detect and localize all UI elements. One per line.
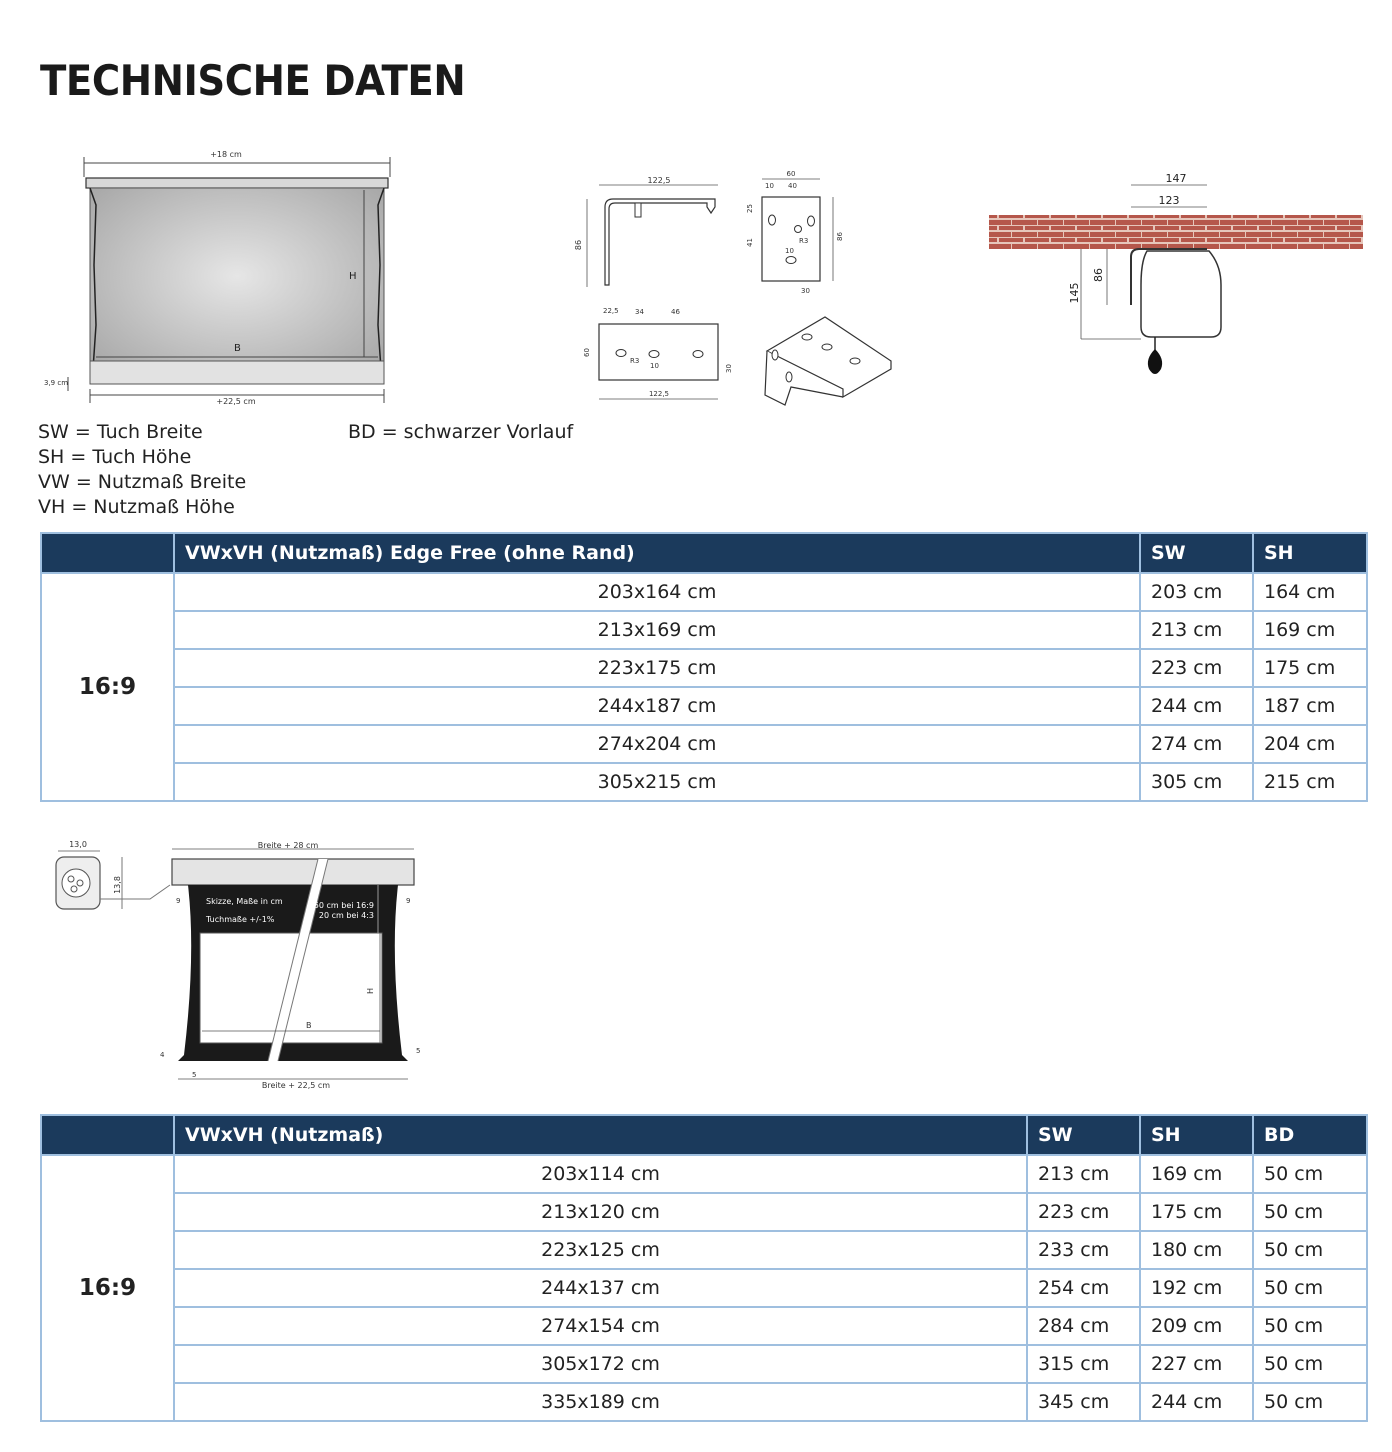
bd-cell: 50 cm — [1253, 1193, 1367, 1231]
sh-cell: 209 cm — [1140, 1307, 1253, 1345]
ratio-cell: 16:9 — [41, 1155, 174, 1421]
size-cell: 274x204 cm — [174, 725, 1140, 763]
tensioned-screen-drawing — [50, 835, 430, 1095]
plate-width: 60 — [786, 170, 796, 178]
table-row — [41, 1345, 1367, 1383]
wall-dim-86: 86 — [1092, 268, 1105, 282]
front-label-b: B — [234, 343, 241, 354]
ratio-cell: 16:9 — [41, 573, 174, 801]
table-row — [41, 1383, 1367, 1421]
sh-cell: 204 cm — [1253, 725, 1367, 763]
wall-dim-123: 123 — [1158, 194, 1180, 207]
sw-cell: 254 cm — [1027, 1269, 1140, 1307]
size-cell: 244x137 cm — [174, 1269, 1027, 1307]
plate-dim-g: 30 — [801, 287, 810, 295]
bd-cell: 50 cm — [1253, 1269, 1367, 1307]
bracket-drawings — [575, 165, 905, 410]
front-bottom-dim: +22,5 cm — [216, 397, 256, 406]
bd-cell: 50 cm — [1253, 1155, 1367, 1193]
size-cell: 274x154 cm — [174, 1307, 1027, 1345]
size-cell: 213x169 cm — [174, 611, 1140, 649]
case-width-dim: 13,0 — [69, 840, 87, 849]
table-row — [41, 649, 1367, 687]
base-dim-d: 60 — [583, 348, 591, 357]
spec-table-black-drop — [40, 1114, 1368, 1422]
front-label-h: H — [349, 271, 357, 282]
page-title: TECHNISCHE DATEN — [40, 56, 466, 105]
sw-cell: 213 cm — [1140, 611, 1253, 649]
bd-cell: 50 cm — [1253, 1307, 1367, 1345]
screen-label-b: B — [306, 1021, 312, 1030]
base-dim-a: 22,5 — [603, 307, 619, 315]
sh-cell: 187 cm — [1253, 687, 1367, 725]
legend-column-2 — [348, 420, 573, 445]
legend-sw: SW = Tuch Breite — [38, 421, 203, 443]
table-header-row — [41, 1115, 1367, 1155]
header-cell-size: VWxVH (Nutzmaß) — [174, 1115, 1027, 1155]
sw-cell: 223 cm — [1027, 1193, 1140, 1231]
table-row — [41, 1155, 1367, 1193]
header-cell-empty — [41, 1115, 174, 1155]
sw-cell: 223 cm — [1140, 649, 1253, 687]
sh-cell: 175 cm — [1253, 649, 1367, 687]
sh-cell: 175 cm — [1140, 1193, 1253, 1231]
bd-cell: 50 cm — [1253, 1383, 1367, 1421]
case-height-dim: 13,8 — [113, 876, 122, 894]
front-side-dim: 3,9 cm — [44, 379, 69, 387]
plate-dim-e: 10 — [785, 247, 794, 255]
plate-radius: R3 — [799, 237, 809, 245]
sh-cell: 180 cm — [1140, 1231, 1253, 1269]
size-cell: 203x114 cm — [174, 1155, 1027, 1193]
bottom-width-dim: Breite + 22,5 cm — [261, 1081, 331, 1090]
size-cell: 223x175 cm — [174, 649, 1140, 687]
size-cell: 203x164 cm — [174, 573, 1140, 611]
spec-table-edge-free — [40, 532, 1368, 802]
ceiling-mount-drawing — [985, 165, 1365, 385]
screen-label-h: H — [366, 987, 375, 995]
base-dim-g: 122,5 — [648, 390, 670, 398]
note-sketch: Skizze, Maße in cm — [206, 897, 283, 906]
top-width-dim: Breite + 28 cm — [257, 841, 319, 850]
base-dim-b: 34 — [635, 308, 644, 316]
legend-vh: VH = Nutzmaß Höhe — [38, 496, 235, 518]
plate-dim-c: 25 — [746, 204, 754, 213]
dim-5-bottom: 5 — [192, 1071, 197, 1079]
sw-cell: 213 cm — [1027, 1155, 1140, 1193]
note-tolerance: Tuchmaße +/-1% — [206, 915, 275, 924]
sw-cell: 233 cm — [1027, 1231, 1140, 1269]
header-cell-sh: SH — [1140, 1115, 1253, 1155]
wall-dim-147: 147 — [1165, 172, 1187, 185]
size-cell: 305x215 cm — [174, 763, 1140, 801]
table-row — [41, 1193, 1367, 1231]
sw-cell: 284 cm — [1027, 1307, 1140, 1345]
header-cell-sh: SH — [1253, 533, 1367, 573]
sh-cell: 215 cm — [1253, 763, 1367, 801]
dim-5-right: 5 — [416, 1047, 421, 1055]
sw-cell: 305 cm — [1140, 763, 1253, 801]
legend-column-1 — [38, 420, 246, 520]
table-row — [41, 763, 1367, 801]
note-drop-43: 20 cm bei 4:3 — [318, 911, 374, 920]
sw-cell: 345 cm — [1027, 1383, 1140, 1421]
sw-cell: 203 cm — [1140, 573, 1253, 611]
header-cell-sw: SW — [1140, 533, 1253, 573]
sw-cell: 274 cm — [1140, 725, 1253, 763]
sw-cell: 315 cm — [1027, 1345, 1140, 1383]
size-cell: 223x125 cm — [174, 1231, 1027, 1269]
table-row — [41, 725, 1367, 763]
header-cell-bd: BD — [1253, 1115, 1367, 1155]
size-cell: 305x172 cm — [174, 1345, 1027, 1383]
base-dim-f: 30 — [725, 364, 733, 373]
plate-dim-a: 10 — [765, 182, 774, 190]
bd-cell: 50 cm — [1253, 1345, 1367, 1383]
size-cell: 213x120 cm — [174, 1193, 1027, 1231]
front-view-drawing — [38, 145, 398, 410]
bracket-top-height: 86 — [574, 239, 583, 251]
base-dim-e: 10 — [650, 362, 659, 370]
bracket-top-width: 122,5 — [647, 176, 671, 185]
dim-4: 4 — [160, 1051, 165, 1059]
table-row — [41, 687, 1367, 725]
dim-9-right: 9 — [406, 897, 411, 905]
table-row — [41, 611, 1367, 649]
sh-cell: 192 cm — [1140, 1269, 1253, 1307]
front-top-dim: +18 cm — [210, 150, 242, 159]
base-radius: R3 — [630, 357, 640, 365]
sh-cell: 244 cm — [1140, 1383, 1253, 1421]
legend-vw: VW = Nutzmaß Breite — [38, 471, 247, 493]
sw-cell: 244 cm — [1140, 687, 1253, 725]
sh-cell: 164 cm — [1253, 573, 1367, 611]
plate-dim-b: 40 — [788, 182, 797, 190]
size-cell: 244x187 cm — [174, 687, 1140, 725]
plate-dim-f: 86 — [836, 232, 844, 241]
table-row — [41, 1307, 1367, 1345]
dim-9-left: 9 — [176, 897, 181, 905]
plate-dim-d: 41 — [746, 238, 754, 247]
sh-cell: 169 cm — [1253, 611, 1367, 649]
header-cell-empty — [41, 533, 174, 573]
wall-dim-145: 145 — [1068, 282, 1081, 304]
header-cell-size: VWxVH (Nutzmaß) Edge Free (ohne Rand) — [174, 533, 1140, 573]
size-cell: 335x189 cm — [174, 1383, 1027, 1421]
legend-sh: SH = Tuch Höhe — [38, 446, 192, 468]
base-dim-c: 46 — [671, 308, 680, 316]
legend-bd: BD = schwarzer Vorlauf — [348, 421, 574, 443]
table-row — [41, 573, 1367, 611]
sh-cell: 227 cm — [1140, 1345, 1253, 1383]
table-header-row — [41, 533, 1367, 573]
header-cell-sw: SW — [1027, 1115, 1140, 1155]
table-row — [41, 1269, 1367, 1307]
bd-cell: 50 cm — [1253, 1231, 1367, 1269]
note-drop-169: 50 cm bei 16:9 — [313, 901, 374, 910]
sh-cell: 169 cm — [1140, 1155, 1253, 1193]
table-row — [41, 1231, 1367, 1269]
